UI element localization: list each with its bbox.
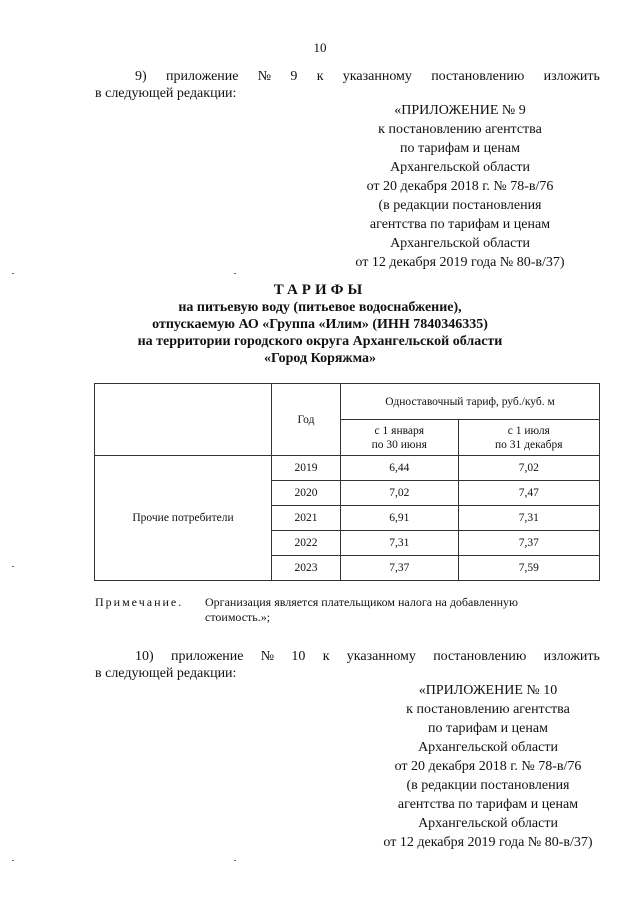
group-label: Прочие потребители	[95, 456, 272, 581]
appendix-line: (в редакции постановления	[406, 778, 570, 793]
appendix-line: по тарифам и ценам	[428, 721, 548, 736]
tariff-title	[110, 282, 530, 367]
year-cell: 2022	[272, 531, 341, 556]
word: к	[316, 69, 324, 84]
title-line: на территории городского округа Архангельской области	[137, 334, 503, 349]
appendix-line: от 20 декабря 2018 г. № 78-в/76	[394, 759, 582, 774]
item-10-paragraph	[95, 648, 600, 682]
appendix-line: «ПРИЛОЖЕНИЕ № 10	[418, 683, 558, 698]
word: указанному	[342, 69, 412, 84]
half-2-header-line: по 31 декабря	[495, 438, 563, 451]
note-text-continued: стоимость.»;	[205, 610, 271, 624]
year-cell: 2021	[272, 506, 341, 531]
appendix-line: агентства по тарифам и ценам	[397, 797, 579, 812]
word: указанному	[346, 649, 416, 664]
word: 10)	[135, 649, 154, 664]
tariff-cell: 7,59	[458, 556, 599, 581]
appendix-line: «ПРИЛОЖЕНИЕ № 9	[394, 103, 526, 118]
half-1-header-line: с 1 января	[374, 424, 425, 437]
item-10-line-2: в следующей редакции:	[95, 666, 237, 681]
year-cell: 2020	[272, 481, 341, 506]
year-header: Год	[272, 384, 341, 456]
year-cell: 2019	[272, 456, 341, 481]
appendix-line: от 12 декабря 2019 года № 80-в/37)	[355, 255, 565, 270]
word: приложение	[165, 69, 239, 84]
year-cell: 2023	[272, 556, 341, 581]
appendix-line: к постановлению агентства	[378, 122, 542, 137]
tariff-cell: 6,44	[341, 456, 459, 481]
page-number: 10	[313, 40, 327, 55]
tariff-header: Одноставочный тариф, руб./куб. м	[341, 384, 600, 420]
word: 10	[291, 649, 306, 664]
scan-mark	[234, 273, 236, 274]
title-heading: ТАРИФЫ	[273, 282, 367, 298]
appendix-line: от 12 декабря 2019 года № 80-в/37)	[383, 835, 593, 850]
tariff-cell: 7,37	[458, 531, 599, 556]
tariff-cell: 7,47	[458, 481, 599, 506]
appendix-9-header	[330, 101, 590, 272]
half-1-header-line: по 30 июня	[371, 438, 427, 451]
item-9-line-2: в следующей редакции:	[95, 86, 237, 101]
tariff-cell: 7,02	[341, 481, 459, 506]
appendix-line: от 20 декабря 2018 г. № 78-в/76	[366, 179, 554, 194]
note-text: Организация является плательщиком налога на добавленную	[205, 595, 518, 609]
item-9-paragraph	[95, 68, 600, 102]
word: постановлению	[431, 69, 525, 84]
scan-mark	[234, 860, 236, 861]
appendix-line: Архангельской области	[418, 816, 558, 831]
empty-header-cell	[95, 384, 272, 456]
word: изложить	[543, 649, 600, 664]
appendix-line: по тарифам и ценам	[400, 141, 520, 156]
appendix-line: к постановлению агентства	[406, 702, 570, 717]
half-1-header	[341, 420, 459, 456]
scan-mark	[12, 860, 14, 861]
tariff-cell: 7,02	[458, 456, 599, 481]
item-9-line-1	[95, 68, 600, 85]
half-2-header	[458, 420, 599, 456]
tariff-cell: 7,31	[458, 506, 599, 531]
appendix-line: Архангельской области	[418, 740, 558, 755]
item-10-line-1	[95, 648, 600, 665]
table-row	[95, 456, 600, 481]
tariff-cell: 6,91	[341, 506, 459, 531]
half-2-header-line: с 1 июля	[507, 424, 550, 437]
word: приложение	[170, 649, 244, 664]
word: 9)	[135, 69, 147, 84]
note-label: Примечание.	[95, 595, 184, 609]
table-note	[95, 595, 600, 625]
tariff-table	[94, 383, 600, 581]
word: №	[257, 69, 272, 84]
scan-mark	[12, 566, 14, 567]
scan-mark	[12, 273, 14, 274]
word: постановлению	[433, 649, 527, 664]
word: №	[260, 649, 275, 664]
title-line: на питьевую воду (питьевое водоснабжение),	[178, 300, 462, 315]
title-line: «Город Коряжма»	[263, 351, 377, 366]
appendix-line: (в редакции постановления	[378, 198, 542, 213]
appendix-line: Архангельской области	[390, 236, 530, 251]
tariff-cell: 7,31	[341, 531, 459, 556]
appendix-line: агентства по тарифам и ценам	[369, 217, 551, 232]
tariff-cell: 7,37	[341, 556, 459, 581]
word: изложить	[543, 69, 600, 84]
appendix-10-header	[360, 681, 616, 852]
appendix-line: Архангельской области	[390, 160, 530, 175]
word: 9	[290, 69, 298, 84]
word: к	[322, 649, 330, 664]
title-line: отпускаемую АО «Группа «Илим» (ИНН 7840346335)	[152, 317, 488, 332]
